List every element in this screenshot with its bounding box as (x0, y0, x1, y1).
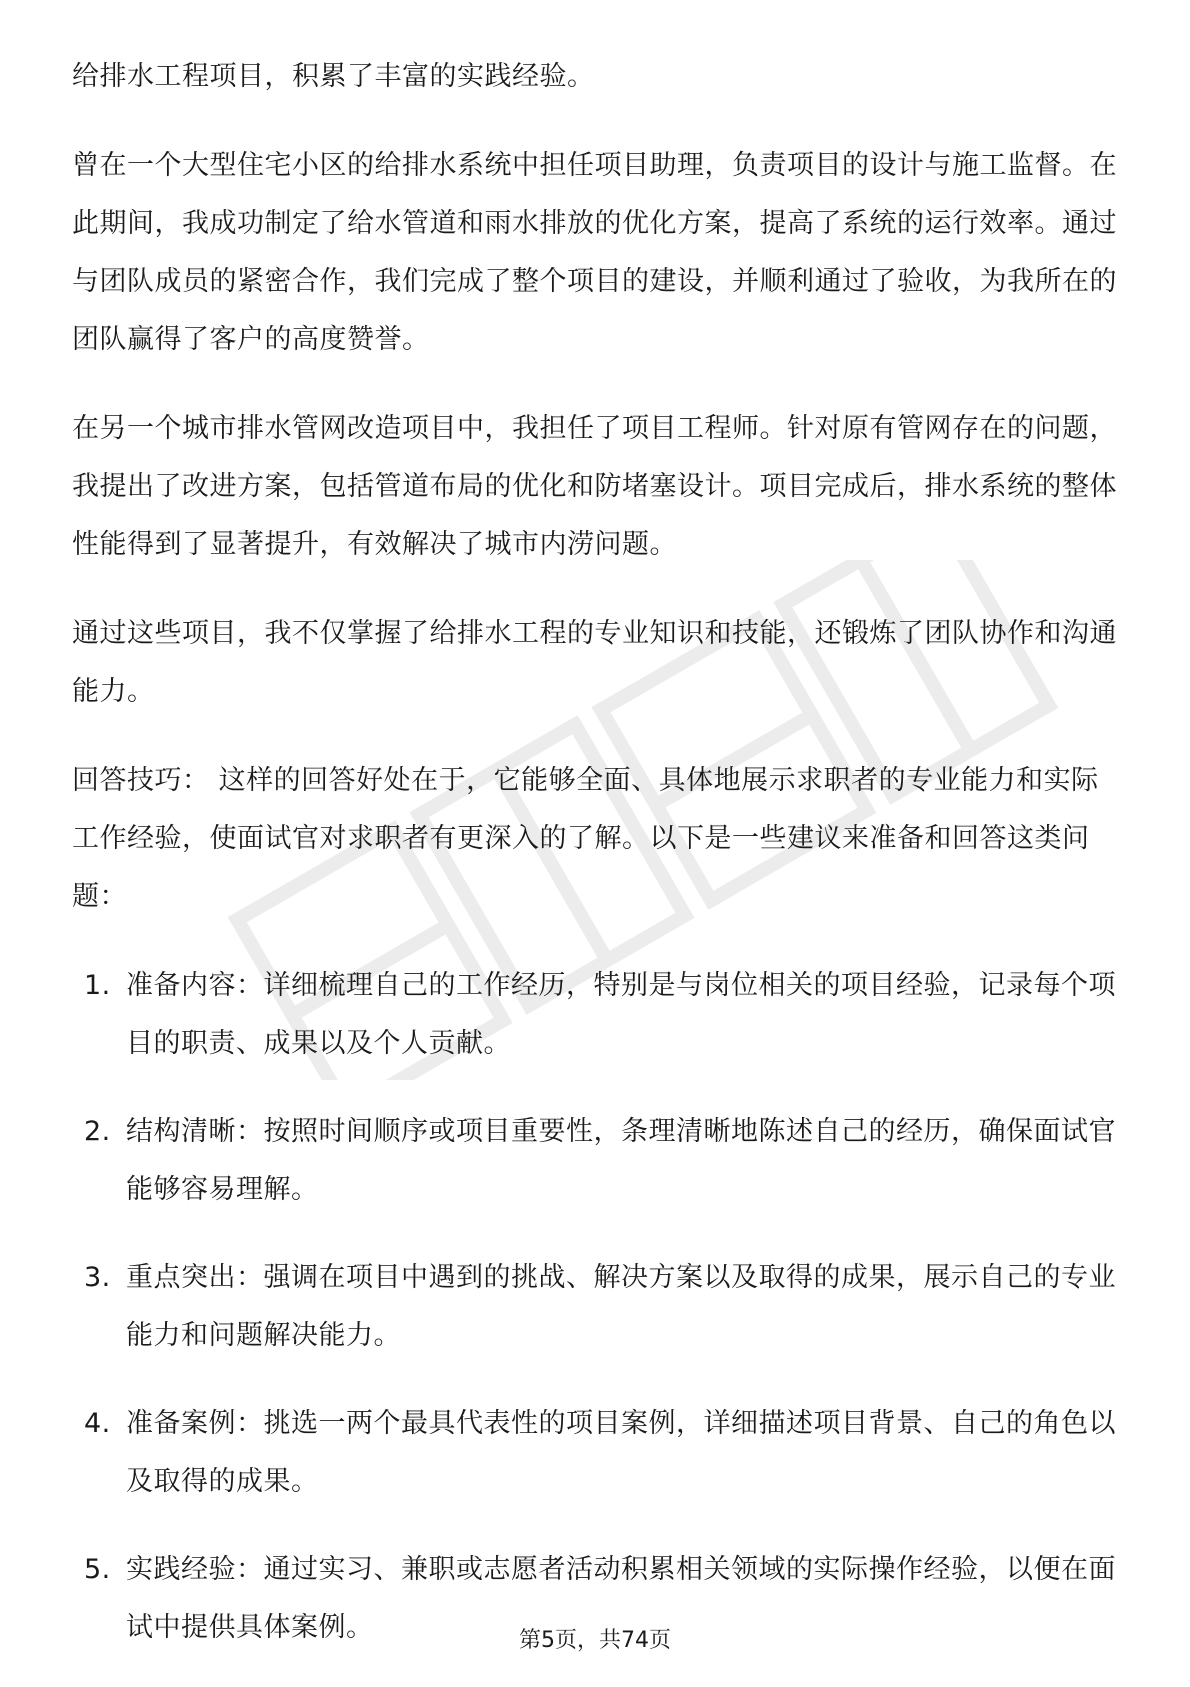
list-item (72, 1103, 1122, 1219)
list-item-text: 结构清晰：按照时间顺序或项目重要性，条理清晰地陈述自己的经历，确保面试官能够容易理解。 (126, 1116, 1116, 1205)
document-body (72, 48, 1122, 1687)
paragraph-project-residential: 曾在一个大型住宅小区的给排水系统中担任项目助理，负责项目的设计与施工监督。在此期间，我成功制定了给水管道和雨水排放的优化方案，提高了系统的运行效率。通过与团队成员的紧密合作，我们完成了整个项目的建设，并顺利通过了验收，为我所在的团队赢得了客户的高度赞誉。 (72, 150, 1117, 355)
paragraph-summary: 通过这些项目，我不仅掌握了给排水工程的专业知识和技能，还锻炼了团队协作和沟通能力。 (72, 618, 1117, 707)
list-item-number: 2. (84, 1116, 111, 1147)
list-item-text: 实践经验：通过实习、兼职或志愿者活动积累相关领域的实际操作经验，以便在面试中提供具体案例。 (126, 1554, 1116, 1643)
paragraph-answer-tips: 回答技巧： 这样的回答好处在于，它能够全面、具体地展示求职者的专业能力和实际工作经验，使面试官对求职者有更深入的了解。以下是一些建议来准备和回答这类问题： (72, 765, 1099, 912)
list-item-number: 1. (84, 970, 111, 1001)
list-item-number: 5. (84, 1554, 111, 1585)
list-item-text: 准备案例：挑选一两个最具代表性的项目案例，详细描述项目背景、自己的角色以及取得的成果。 (126, 1408, 1116, 1497)
paragraph-intro: 给排水工程项目，积累了丰富的实践经验。 (72, 61, 595, 92)
paragraph-project-drainage: 在另一个城市排水管网改造项目中，我担任了项目工程师。针对原有管网存在的问题，我提出了改进方案，包括管道布局的优化和防堵塞设计。项目完成后，排水系统的整体性能得到了显著提升，有效解决了城市内涝问题。 (72, 413, 1117, 560)
list-item-text: 准备内容：详细梳理自己的工作经历，特别是与岗位相关的项目经验，记录每个项目的职责、成果以及个人贡献。 (126, 970, 1116, 1059)
page-number-footer: 第5页，共74页 (519, 1628, 671, 1653)
list-item-number: 3. (84, 1262, 111, 1293)
list-item (72, 957, 1122, 1073)
tips-list (72, 957, 1122, 1657)
list-item-text: 重点突出：强调在项目中遇到的挑战、解决方案以及取得的成果，展示自己的专业能力和问题解决能力。 (126, 1262, 1116, 1351)
list-item (72, 1249, 1122, 1365)
list-item-number: 4. (84, 1408, 111, 1439)
list-item (72, 1395, 1122, 1511)
